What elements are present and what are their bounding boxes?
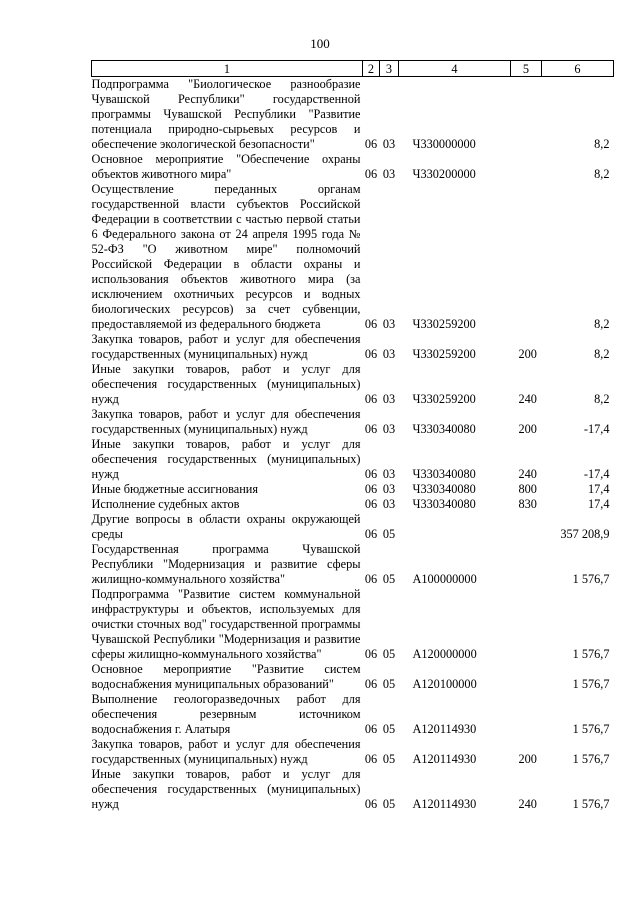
cell-section: 06 <box>364 392 378 406</box>
cell-target-code: A120000000 <box>412 647 477 661</box>
cell-section: 06 <box>364 722 378 736</box>
cell-amount: 17,4 <box>587 482 610 496</box>
cell-section: 06 <box>364 167 378 181</box>
cell-amount: 357 208,9 <box>560 527 610 541</box>
table-row <box>92 767 614 812</box>
cell-name: Государственная программа Чувашской Республики "Модернизация и развитие сферы жилищно-коммунального хозяйства" <box>91 542 361 586</box>
cell-section: 06 <box>364 317 378 331</box>
cell-subsection: 03 <box>382 137 396 151</box>
cell-section: 06 <box>364 797 378 811</box>
table-row <box>92 497 614 512</box>
cell-expense-type: 800 <box>518 482 537 496</box>
table-row <box>92 692 614 737</box>
cell-section: 06 <box>364 467 378 481</box>
cell-name: Исполнение судебных актов <box>91 497 240 511</box>
cell-name: Подпрограмма "Развитие систем коммунальной инфраструктуры и объектов, используемых для очистки сточных вод" государственной программы Чувашской Республики "Модернизация и развитие сферы жилищно-коммунального хозяйства" <box>91 587 361 661</box>
cell-amount: 8,2 <box>594 392 610 406</box>
cell-name: Выполнение геологоразведочных работ для обеспечения резервным источником водоснабжения г. Алатыря <box>91 692 361 736</box>
cell-amount: 1 576,7 <box>572 752 610 766</box>
cell-target-code: Ч330259200 <box>412 392 476 406</box>
cell-section: 06 <box>364 677 378 691</box>
cell-subsection: 03 <box>382 317 396 331</box>
cell-expense-type <box>511 662 542 692</box>
cell-amount: -17,4 <box>583 467 610 481</box>
cell-target-code: Ч330000000 <box>412 137 476 151</box>
cell-target-code <box>399 512 511 542</box>
cell-expense-type: 830 <box>518 497 537 511</box>
cell-expense-type: 200 <box>518 347 537 361</box>
cell-target-code: Ч330259200 <box>412 347 476 361</box>
cell-expense-type: 240 <box>518 392 537 406</box>
header-col-1: 1 <box>92 61 363 77</box>
cell-expense-type <box>511 77 542 153</box>
cell-target-code: A120114930 <box>412 752 477 766</box>
cell-target-code: Ч330340080 <box>412 497 476 511</box>
cell-name: Основное мероприятие "Развитие систем водоснабжения муниципальных образований" <box>91 662 361 691</box>
cell-name: Иные закупки товаров, работ и услуг для обеспечения государственных (муниципальных) нужд <box>91 437 361 481</box>
budget-table <box>91 60 614 812</box>
cell-amount: 8,2 <box>594 347 610 361</box>
cell-amount: 1 576,7 <box>572 677 610 691</box>
table-row <box>92 737 614 767</box>
cell-target-code: A120114930 <box>412 722 477 736</box>
cell-name: Иные закупки товаров, работ и услуг для обеспечения государственных (муниципальных) нужд <box>91 362 361 406</box>
table-row <box>92 662 614 692</box>
cell-section: 06 <box>364 497 378 511</box>
header-col-5: 5 <box>511 61 542 77</box>
cell-name: Подпрограмма "Биологическое разнообразие Чувашской Республики" государственной программы Чувашской Республики "Развитие потенциала природно-сырьевых ресурсов и обеспечение экологической безопасности" <box>91 77 361 151</box>
cell-section: 06 <box>364 347 378 361</box>
cell-amount: 17,4 <box>587 497 610 511</box>
cell-expense-type <box>511 152 542 182</box>
page-number: 100 <box>310 36 330 51</box>
cell-amount: 1 576,7 <box>572 797 610 811</box>
cell-subsection: 05 <box>382 722 396 736</box>
cell-name: Иные бюджетные ассигнования <box>91 482 259 496</box>
cell-expense-type <box>511 512 542 542</box>
header-col-4: 4 <box>399 61 511 77</box>
cell-amount: 8,2 <box>594 167 610 181</box>
cell-target-code: A120114930 <box>412 797 477 811</box>
table-row <box>92 182 614 332</box>
cell-expense-type <box>511 542 542 587</box>
cell-subsection: 03 <box>382 167 396 181</box>
cell-amount: 1 576,7 <box>572 572 610 586</box>
table-row <box>92 152 614 182</box>
cell-section: 06 <box>364 572 378 586</box>
table-row <box>92 542 614 587</box>
cell-target-code: Ч330340080 <box>412 482 476 496</box>
table-row <box>92 332 614 362</box>
cell-section: 06 <box>364 422 378 436</box>
cell-target-code: A100000000 <box>412 572 477 586</box>
cell-section: 06 <box>364 752 378 766</box>
cell-expense-type <box>511 587 542 662</box>
cell-subsection: 03 <box>382 422 396 436</box>
cell-expense-type: 200 <box>518 422 537 436</box>
cell-amount: 8,2 <box>594 137 610 151</box>
cell-section: 06 <box>364 137 378 151</box>
header-col-3: 3 <box>380 61 399 77</box>
table-row <box>92 407 614 437</box>
table-row <box>92 512 614 542</box>
cell-subsection: 03 <box>382 482 396 496</box>
table-row <box>92 587 614 662</box>
table-row <box>92 482 614 497</box>
cell-target-code: Ч330259200 <box>412 317 476 331</box>
cell-section: 06 <box>364 527 378 541</box>
cell-subsection: 05 <box>382 527 396 541</box>
cell-amount: 8,2 <box>594 317 610 331</box>
cell-subsection: 05 <box>382 677 396 691</box>
cell-subsection: 03 <box>382 497 396 511</box>
table-row <box>92 362 614 407</box>
cell-expense-type: 200 <box>518 752 537 766</box>
cell-target-code: Ч330340080 <box>412 422 476 436</box>
cell-name: Осуществление переданных органам государственной власти субъектов Российской Федерации в соответствии с частью первой статьи 6 Федерального закона от 24 апреля 1995 года № 52-ФЗ "О животном мире" полномочий Российской Федерации в области охраны и использования объектов животного мира (за исключением охотничьих ресурсов и водных биологических ресурсов) за счет субвенции, предоставляемой из федерального бюджета <box>91 182 361 331</box>
cell-name: Закупка товаров, работ и услуг для обеспечения государственных (муниципальных) нужд <box>91 407 361 436</box>
cell-expense-type: 240 <box>518 797 537 811</box>
cell-subsection: 03 <box>382 347 396 361</box>
cell-expense-type: 240 <box>518 467 537 481</box>
cell-subsection: 05 <box>382 647 396 661</box>
cell-name: Основное мероприятие "Обеспечение охраны объектов животного мира" <box>91 152 361 181</box>
cell-section: 06 <box>364 482 378 496</box>
cell-amount: -17,4 <box>583 422 610 436</box>
cell-subsection: 05 <box>382 752 396 766</box>
cell-subsection: 03 <box>382 467 396 481</box>
cell-target-code: Ч330340080 <box>412 467 476 481</box>
cell-subsection: 05 <box>382 572 396 586</box>
header-col-6: 6 <box>542 61 614 77</box>
table-body <box>92 77 614 813</box>
cell-name: Иные закупки товаров, работ и услуг для обеспечения государственных (муниципальных) нужд <box>91 767 361 811</box>
cell-target-code: Ч330200000 <box>412 167 476 181</box>
cell-subsection: 05 <box>382 797 396 811</box>
cell-name: Другие вопросы в области охраны окружающей среды <box>91 512 361 541</box>
cell-target-code: A120100000 <box>412 677 477 691</box>
table-row <box>92 77 614 153</box>
cell-expense-type <box>511 182 542 332</box>
cell-name: Закупка товаров, работ и услуг для обеспечения государственных (муниципальных) нужд <box>91 332 361 361</box>
cell-name: Закупка товаров, работ и услуг для обеспечения государственных (муниципальных) нужд <box>91 737 361 766</box>
table-header <box>92 61 614 77</box>
cell-subsection: 03 <box>382 392 396 406</box>
header-col-2: 2 <box>363 61 380 77</box>
cell-expense-type <box>511 692 542 737</box>
cell-section: 06 <box>364 647 378 661</box>
cell-amount: 1 576,7 <box>572 647 610 661</box>
cell-amount: 1 576,7 <box>572 722 610 736</box>
table-row <box>92 437 614 482</box>
header-row <box>92 61 614 77</box>
